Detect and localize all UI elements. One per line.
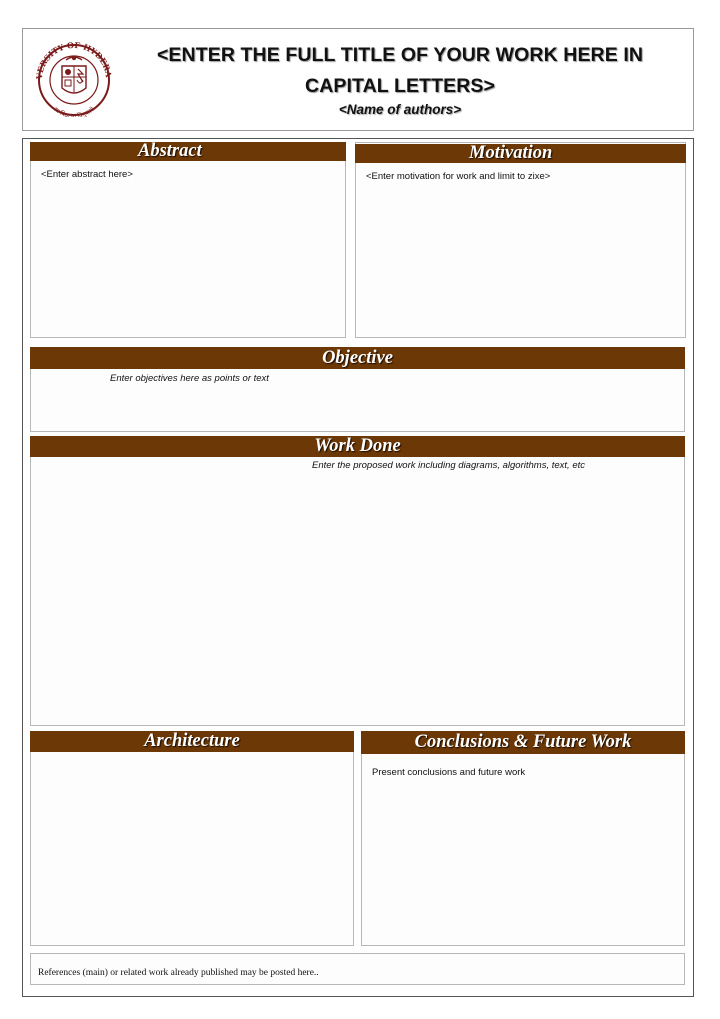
poster-title-line-2: CAPITAL LETTERS> [305, 75, 495, 97]
architecture-title: Architecture [144, 731, 240, 752]
seal-text-top: VERSITY OF HYDERA [33, 42, 114, 80]
work-done-title: Work Done [314, 436, 401, 457]
objective-title-bar [30, 347, 685, 369]
motivation-title-bar [355, 144, 686, 163]
motivation-body: <Enter motivation for work and limit to zixe> [366, 171, 551, 182]
abstract-title: Abstract [138, 141, 202, 162]
conclusions-title-bar [361, 731, 685, 754]
seal-text-bottom: सा विद्या या विमुक्तये [52, 105, 96, 117]
work-done-title-bar [30, 436, 685, 457]
abstract-body: <Enter abstract here> [41, 169, 133, 180]
objective-body: Enter objectives here as points or text [110, 373, 269, 384]
authors-line: <Name of authors> [338, 102, 462, 117]
objective-title: Objective [322, 347, 393, 368]
architecture-title-bar [30, 731, 354, 752]
poster-title-line-1: <ENTER THE FULL TITLE OF YOUR WORK HERE IN [156, 44, 644, 66]
work-done-body: Enter the proposed work including diagrams, algorithms, text, etc [312, 460, 585, 471]
references-text: References (main) or related work already published may be posted here.. [38, 968, 319, 978]
motivation-title: Motivation [469, 143, 553, 164]
work-done-panel [30, 436, 685, 726]
architecture-panel [30, 731, 354, 946]
conclusions-title: Conclusions & Future Work [414, 732, 632, 753]
university-seal-logo [30, 42, 118, 117]
abstract-title-bar [30, 142, 346, 161]
conclusions-body: Present conclusions and future work [372, 767, 526, 778]
conclusions-panel [361, 731, 685, 946]
